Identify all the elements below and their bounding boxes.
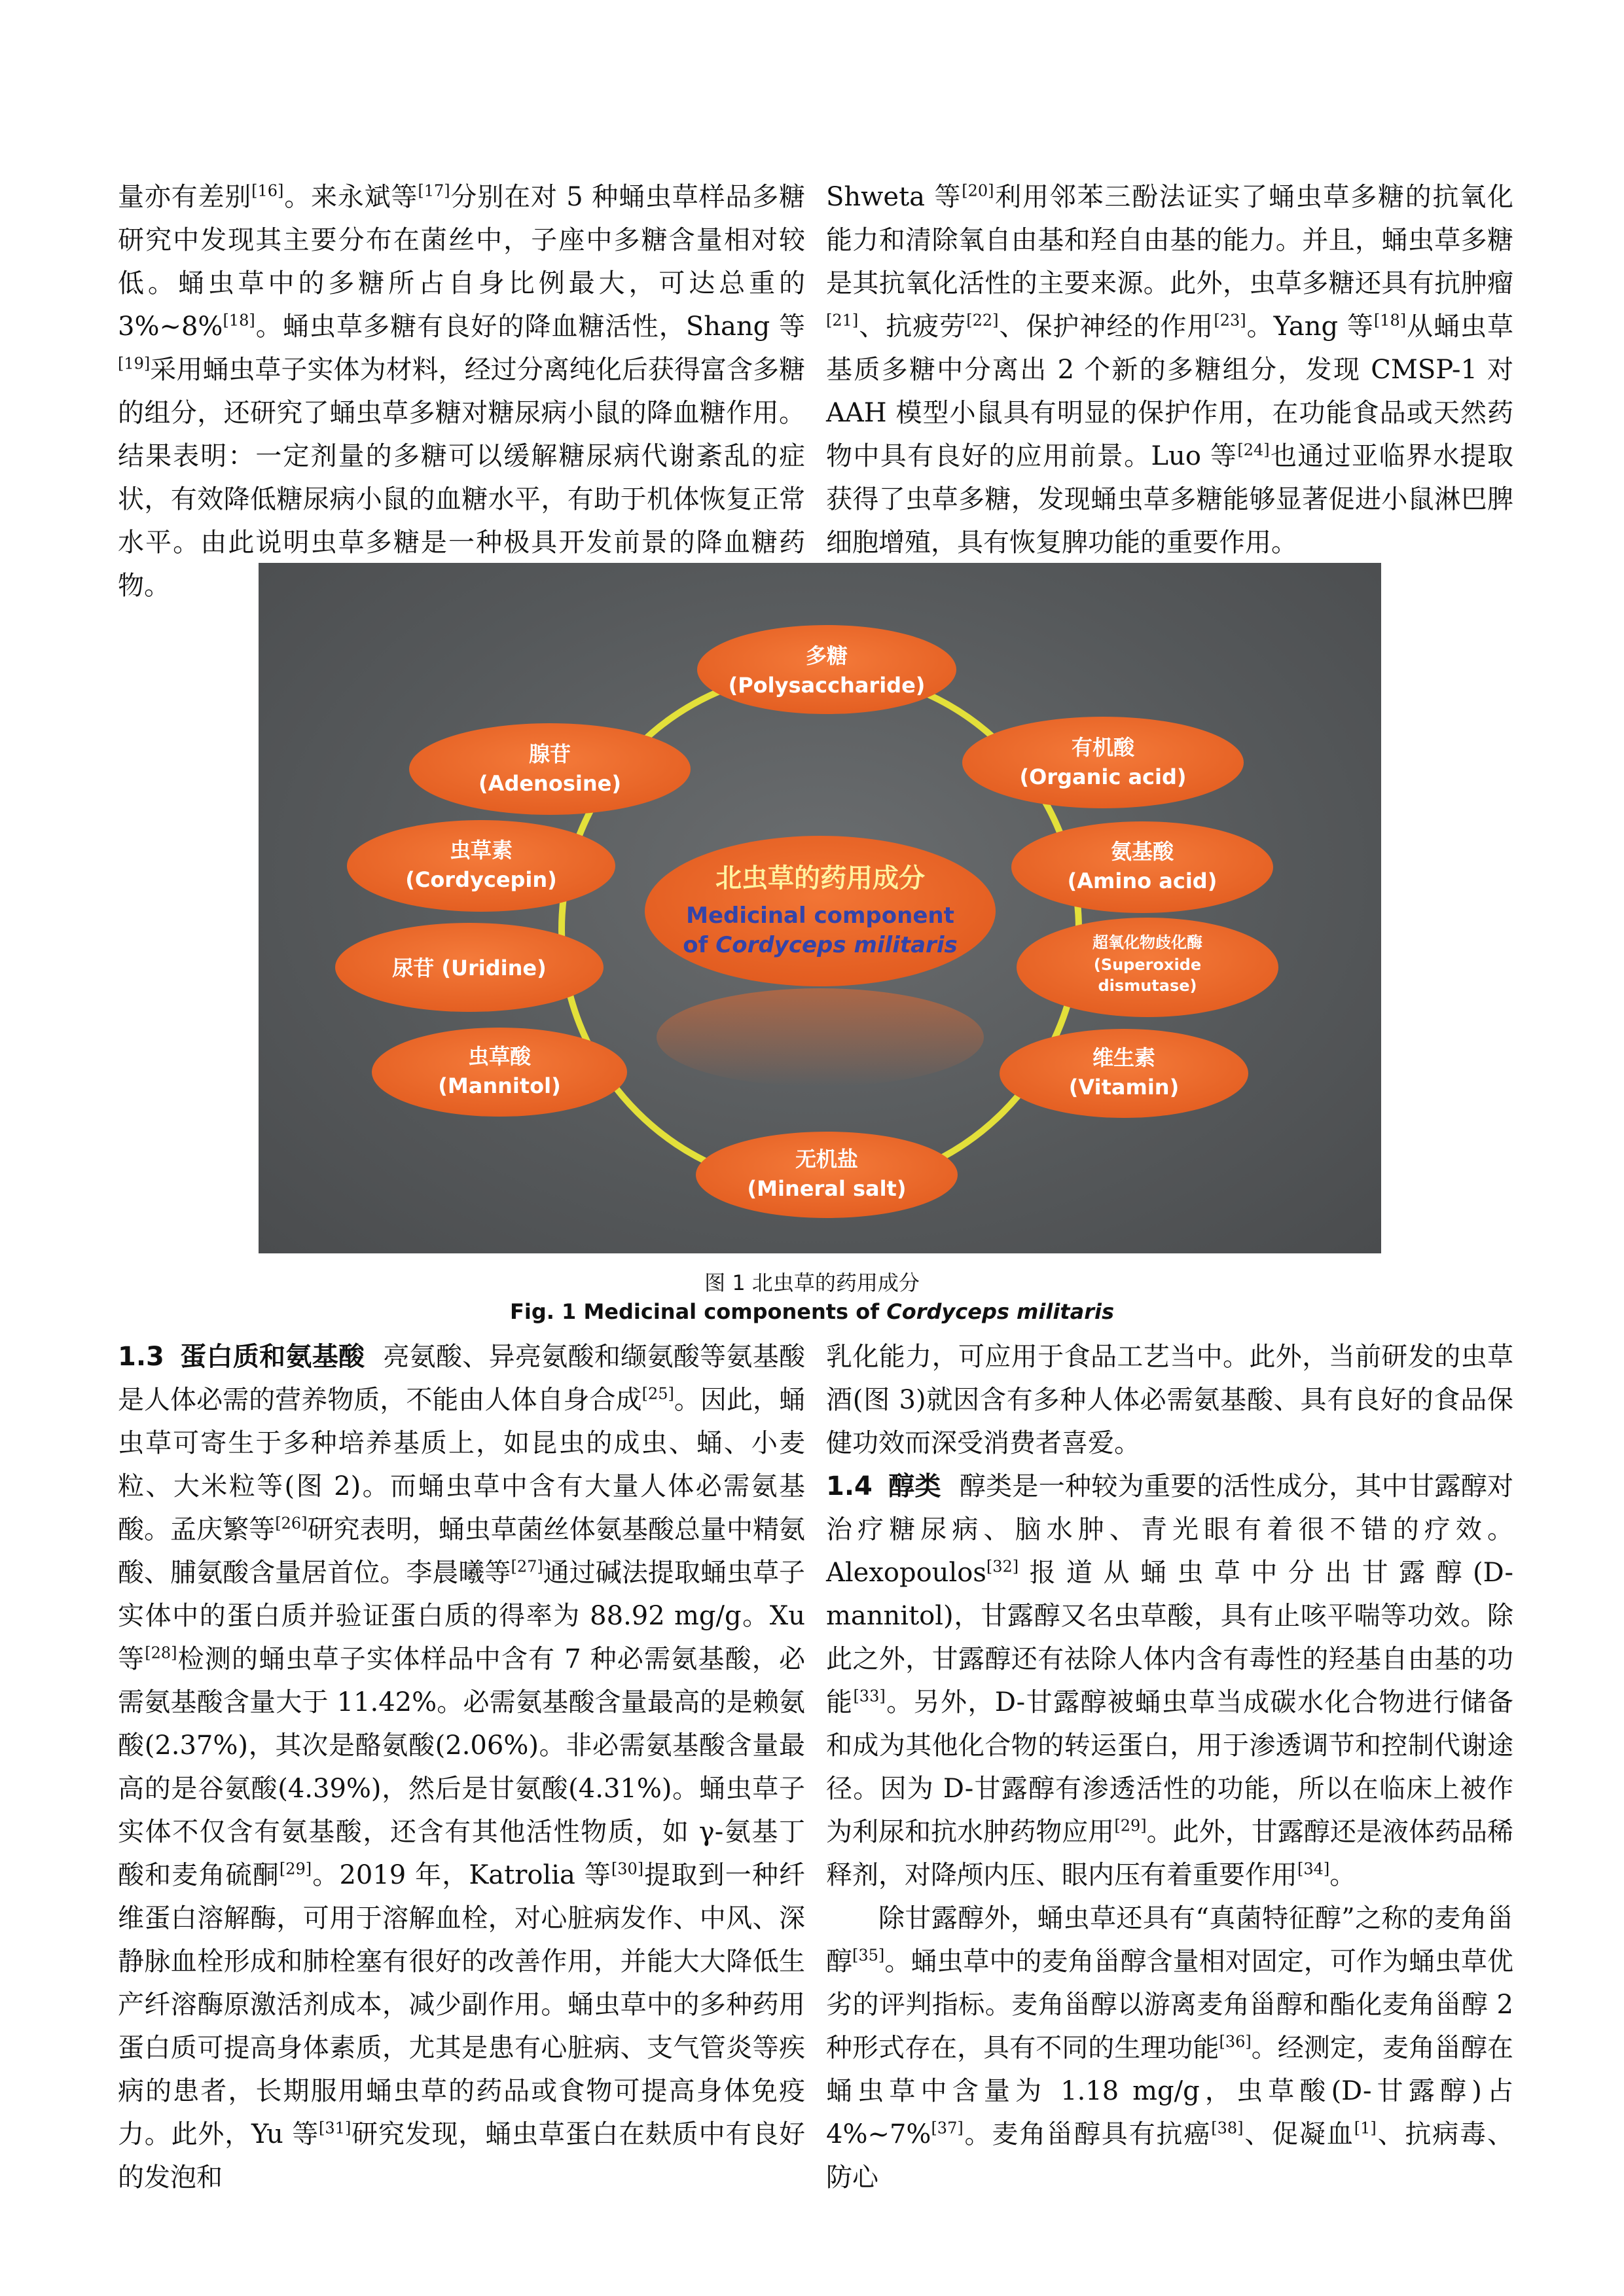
component-label-cn: 无机盐 — [795, 1147, 859, 1172]
component-label-en: (Mineral salt) — [747, 1176, 907, 1201]
component-label-en: (Organic acid) — [1019, 764, 1187, 789]
center-ellipse-reflection — [657, 988, 984, 1086]
component-organic-acid — [962, 717, 1244, 808]
citation: [1] — [1354, 2119, 1377, 2138]
component-uridine — [335, 923, 604, 1012]
component-vitamin — [1000, 1029, 1248, 1118]
component-label-cn: 超氧化物歧化酶 — [1092, 933, 1202, 952]
citation: [18] — [1373, 311, 1407, 330]
figure-caption-en: Fig. 1 Medicinal components of Cordyceps militaris — [510, 1299, 1114, 1324]
component-cordycepin — [347, 820, 615, 912]
citation: [33] — [853, 1687, 886, 1706]
component-label-en: (Mannitol) — [438, 1073, 561, 1098]
component-label-cn: 多糖 — [805, 643, 848, 668]
citation: [30] — [611, 1859, 644, 1878]
citation: [36] — [1219, 2032, 1252, 2051]
citation: [25] — [641, 1384, 674, 1403]
citation: [24] — [1237, 440, 1270, 459]
citation: [34] — [1297, 1859, 1330, 1878]
column-top-right — [826, 175, 1513, 564]
paragraph-ergosterol: 除甘露醇外，蛹虫草还具有“真菌特征醇”之称的麦角甾醇[35]。蛹虫草中的麦角甾醇含量相对固定，可作为蛹虫草优劣的评判指标。麦角甾醇以游离麦角甾醇和酯化麦角甾醇 2 种形式存在，具有不同的生理功能[36]。经测定，麦角甾醇在蛹虫草中含量为 1.18 mg/g，虫草酸(D-甘露醇)占 4%~7%[37]。麦角甾醇具有抗癌[38]、促凝血[1]、抗病毒、防心 — [826, 1903, 1514, 2193]
citation: [32] — [986, 1557, 1019, 1576]
component-label-cn: 氨基酸 — [1110, 839, 1174, 864]
component-label-cn: 虫草酸 — [467, 1044, 532, 1069]
component-amino-acid — [1011, 821, 1273, 913]
component-label-cn: 腺苷 — [528, 742, 571, 766]
paragraph-polysaccharide-antioxidant: Shweta 等[20]利用邻苯三酚法证实了蛹虫草多糖的抗氧化能力和清除氧自由基和羟自由基的能力。并且，蛹虫草多糖是其抗氧化活性的主要来源。此外，虫草多糖还具有抗肿瘤[21]、抗疲劳[22]、保护神经的作用[23]。Yang 等[18]从蛹虫草基质多糖中分离出 2 个新的多糖组分，发现 CMSP-1 对 AAH 模型小鼠具有明显的保护作用，在功能食品或天然药物中具有良好的应用前景。Luo 等[24]也通过亚临界水提取获得了虫草多糖，发现蛹虫草多糖能够显著促进小鼠淋巴脾细胞增殖，具有恢复脾功能的重要作用。 — [826, 181, 1514, 558]
citation: [19] — [118, 354, 151, 373]
component-label-en: (Cordycepin) — [405, 867, 557, 892]
column-bottom-right — [826, 1335, 1513, 2199]
component-label-en: (Polysaccharide) — [728, 673, 926, 698]
citation: [31] — [319, 2119, 352, 2138]
component-polysaccharide — [697, 625, 956, 714]
component-mineral-salt — [696, 1132, 958, 1218]
section-heading: 1.3 蛋白质和氨基酸 — [118, 1342, 365, 1372]
section-heading: 1.4 醇类 — [826, 1471, 941, 1501]
section-1-4-alcohols: 1.4 醇类 醇类是一种较为重要的活性成分，其中甘露醇对治疗糖尿病、脑水肿、青光眼有着很不错的疗效。Alexopoulos[32]报道从蛹虫草中分出甘露醇(D-mannitol)，甘露醇又名虫草酸，具有止咳平喘等功效。除此之外，甘露醇还有祛除人体内含有毒性的羟基自由基的功能[33]。另外，D-甘露醇被蛹虫草当成碳水化合物进行储备和成为其他化合物的转运蛋白，用于渗透调节和控制代谢途径。因为 D-甘露醇有渗透活性的功能，所以在临床上被作为利尿和抗水肿药物应用[29]。此外，甘露醇还是液体药品稀释剂，对降颅内压、眼内压有着重要作用[34]。 — [826, 1471, 1514, 1890]
citation: [38] — [1211, 2119, 1244, 2138]
citation: [37] — [931, 2119, 964, 2138]
citation: [26] — [275, 1514, 308, 1533]
center-title-en-2: of Cordyceps militaris — [683, 932, 958, 958]
component-label-en: (Amino acid) — [1067, 869, 1218, 893]
citation: [16] — [251, 181, 284, 200]
paragraph-emulsifying: 乳化能力，可应用于食品工艺当中。此外，当前研发的虫草酒(图 3)就因含有多种人体必需氨基酸、具有良好的食品保健功效而深受消费者喜爱。 — [826, 1342, 1513, 1458]
component-adenosine — [409, 723, 691, 815]
figure-diagram — [259, 563, 1381, 1253]
center-title-cn: 北虫草的药用成分 — [715, 863, 925, 893]
citation: [35] — [852, 1946, 885, 1965]
citation: [17] — [418, 181, 450, 200]
citation: [23] — [1214, 311, 1246, 330]
citation: [20] — [962, 181, 994, 200]
center-title-en-1: Medicinal component — [686, 903, 954, 929]
component-label-cn: 维生素 — [1092, 1045, 1156, 1070]
component-label-en-2: dismutase) — [1098, 977, 1197, 995]
component-label-en: (Adenosine) — [478, 771, 621, 796]
component-mannitol — [372, 1028, 627, 1117]
figure-medicinal-components — [259, 563, 1381, 1253]
paragraph-polysaccharide-glucose: 量亦有差别[16]。来永斌等[17]分别在对 5 种蛹虫草样品多糖研究中发现其主要分布在菌丝中，子座中多糖含量相对较低。蛹虫草中的多糖所占自身比例最大，可达总重的 3%~8%[18]。蛹虫草多糖有良好的降血糖活性，Shang 等[19]采用蛹虫草子实体为材料，经过分离纯化后获得富含多糖的组分，还研究了蛹虫草多糖对糖尿病小鼠的降血糖作用。结果表明：一定剂量的多糖可以缓解糖尿病代谢紊乱的症状，有效降低糖尿病小鼠的血糖水平，有助于机体恢复正常水平。由此说明虫草多糖是一种极具开发前景的降血糖药物。 — [118, 181, 806, 601]
component-label-en: (Vitamin) — [1068, 1075, 1180, 1100]
citation: [18] — [223, 311, 255, 330]
component-label: 尿苷 (Uridine) — [392, 956, 547, 980]
component-superoxide-dismutase — [1017, 918, 1278, 1017]
column-bottom-left — [118, 1335, 805, 2199]
citation: [29] — [1114, 1816, 1147, 1835]
component-label-cn: 虫草素 — [449, 838, 513, 863]
citation: [29] — [279, 1859, 312, 1878]
component-label-cn: 有机酸 — [1071, 735, 1135, 760]
column-top-left — [118, 175, 805, 607]
citation: [27] — [511, 1557, 543, 1576]
component-label-en-1: (Superoxide — [1093, 956, 1202, 974]
citation: [22] — [966, 311, 999, 330]
citation: [28] — [145, 1643, 177, 1662]
section-1-3-protein-amino-acid: 1.3 蛋白质和氨基酸 亮氨酸、异亮氨酸和缬氨酸等氨基酸是人体必需的营养物质，不能由人体自身合成[25]。因此，蛹虫草可寄生于多种培养基质上，如昆虫的成虫、蛹、小麦粒、大米粒等(图 2)。而蛹虫草中含有大量人体必需氨基酸。孟庆繁等[26]研究表明，蛹虫草菌丝体氨基酸总量中精氨酸、脯氨酸含量居首位。李晨曦等[27]通过碱法提取蛹虫草子实体中的蛋白质并验证蛋白质的得率为 88.92 mg/g。Xu 等[28]检测的蛹虫草子实体样品中含有 7 种必需氨基酸，必需氨基酸含量大于 11.42%。必需氨基酸含量最高的是赖氨酸(2.37%)，其次是酪氨酸(2.06%)。非必需氨基酸含量最高的是谷氨酸(4.39%)，然后是甘氨酸(4.31%)。蛹虫草子实体不仅含有氨基酸，还含有其他活性物质，如 γ-氨基丁酸和麦角硫酮[29]。2019 年，Katrolia 等[30]提取到一种纤维蛋白溶解酶，可用于溶解血栓，对心脏病发作、中风、深静脉血栓形成和肺栓塞有很好的改善作用，并能大大降低生产纤溶酶原激活剂成本，减少副作用。蛹虫草中的多种药用蛋白质可提高身体素质，尤其是患有心脏病、支气管炎等疾病的患者，长期服用蛹虫草的药品或食物可提高身体免疫力。此外，Yu 等[31]研究发现，蛹虫草蛋白在麸质中有良好的发泡和 — [118, 1342, 806, 2193]
figure-caption-cn: 图 1 北虫草的药用成分 — [704, 1270, 920, 1295]
citation: [21] — [826, 311, 859, 330]
